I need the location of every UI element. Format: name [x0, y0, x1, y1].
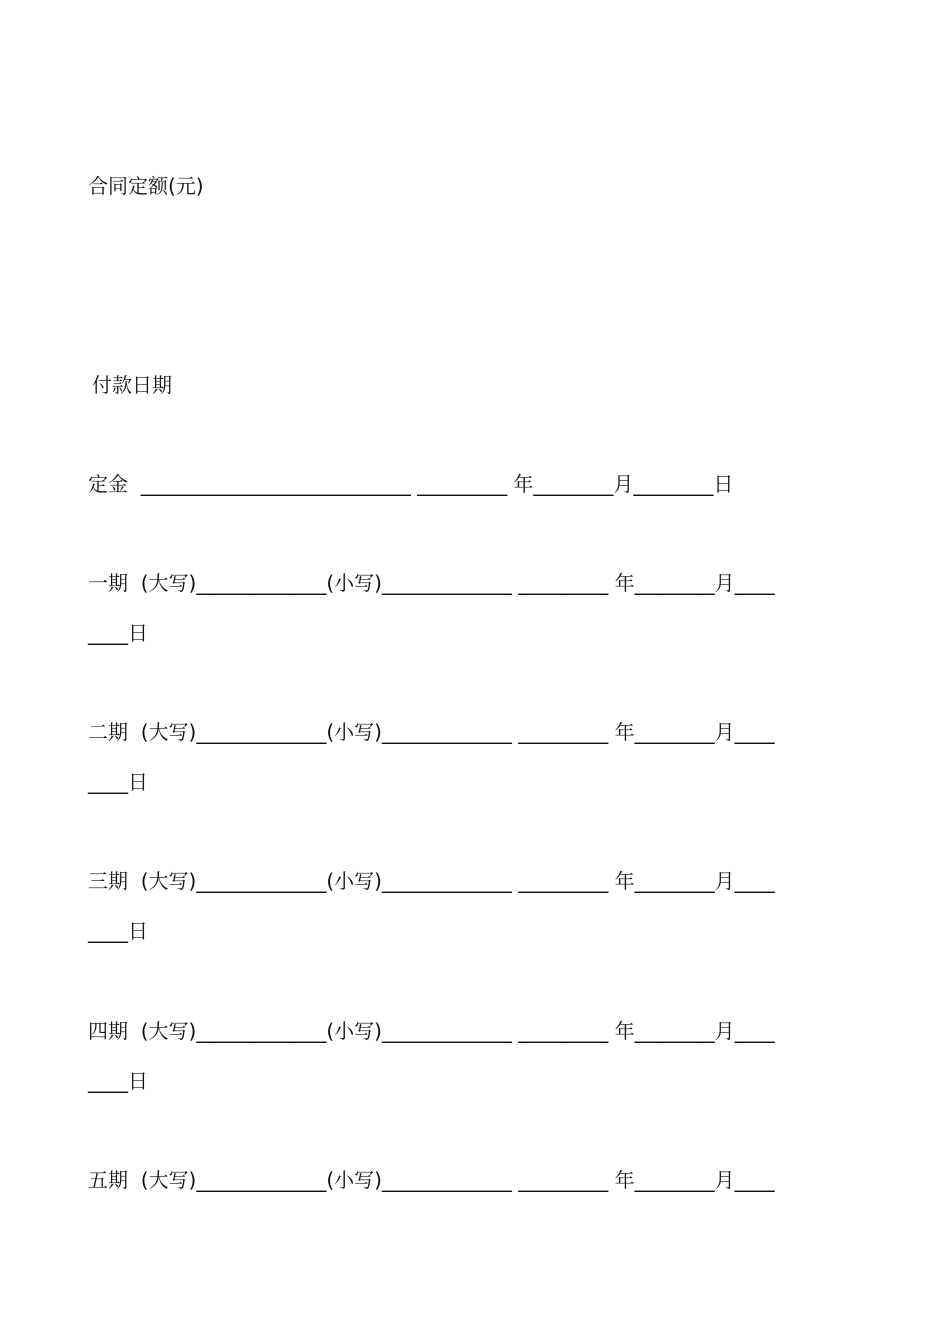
contract-amount-label: 合同定额(元)	[88, 174, 204, 198]
installment-2-line-1: 二期 (大写)_____________(小写)_____________ _________ 年________月____	[88, 720, 775, 744]
installment-3-line-1: 三期 (大写)_____________(小写)_____________ _________ 年________月____	[88, 869, 775, 893]
installment-4-line-2: ____日	[88, 1069, 148, 1093]
installment-3-line-2: ____日	[88, 919, 148, 943]
installment-2-line-2: ____日	[88, 770, 148, 794]
installment-4-line-1: 四期 (大写)_____________(小写)_____________ _________ 年________月____	[88, 1019, 775, 1043]
deposit-line: 定金 ___________________________ _________ 年________月________日	[88, 472, 734, 496]
payment-date-label: 付款日期	[92, 373, 172, 397]
installment-5-line-1: 五期 (大写)_____________(小写)_____________ _________ 年________月____	[88, 1168, 775, 1192]
installment-1-line-1: 一期 (大写)_____________(小写)_____________ _________ 年________月____	[88, 571, 775, 595]
installment-1-line-2: ____日	[88, 621, 148, 645]
